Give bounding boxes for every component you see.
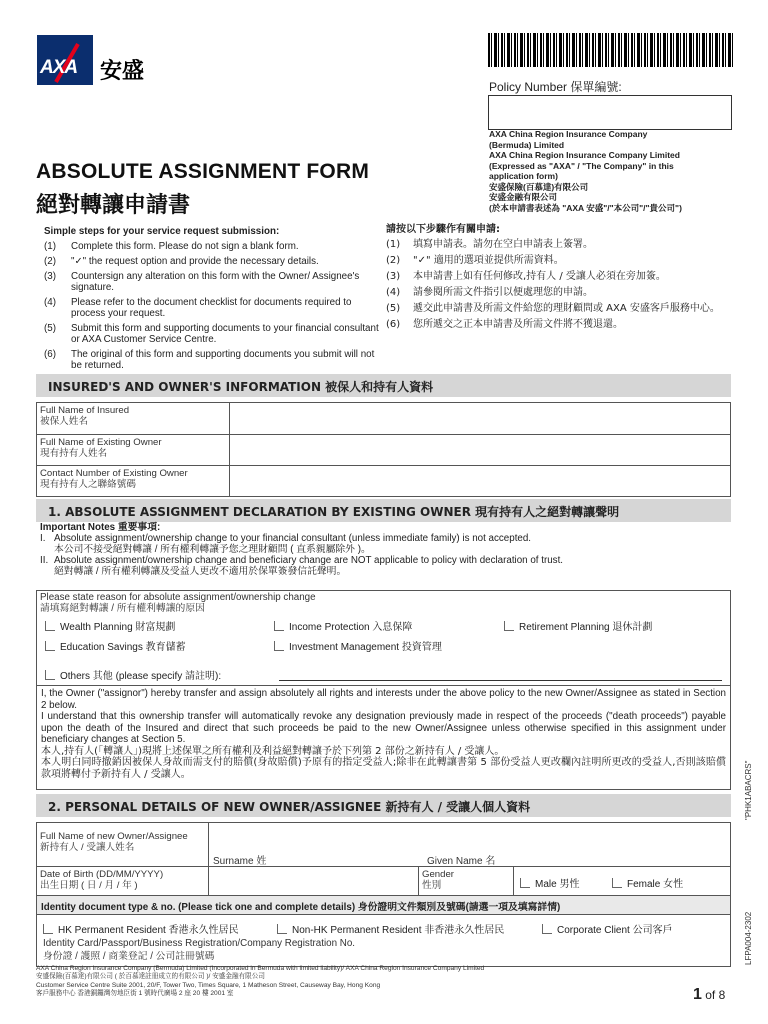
- table-row: [37, 434, 730, 465]
- steps-en: [44, 226, 379, 375]
- checkbox-icon: [274, 641, 284, 651]
- option-label: HK Permanent Resident 香港永久性居民: [58, 925, 239, 936]
- non-hk-permanent-resident-checkbox[interactable]: [277, 921, 504, 936]
- checkbox-icon: [43, 924, 53, 934]
- label-zh: 性別: [422, 880, 442, 891]
- step-number: (3): [44, 271, 56, 282]
- hk-permanent-resident-checkbox[interactable]: [43, 921, 239, 936]
- step-number: (1): [386, 239, 401, 250]
- form-version-code: LFPA004-2302: [744, 911, 753, 965]
- step-number: (4): [386, 287, 401, 298]
- step-number: (5): [44, 323, 56, 334]
- step-text: "✓" the request option and provide the necessary details.: [71, 256, 319, 267]
- step-text: 本申請書上如有任何修改,持有人 / 受讓人必須在旁加簽。: [413, 271, 666, 282]
- footer-line: AXA China Region Insurance Company (Bermuda) Limited (Incorporated in Bermuda with limited liability)/ AXA China Region Insurance Company Limited: [36, 965, 485, 972]
- barcode-icon: [488, 33, 734, 67]
- gender-options: [514, 867, 730, 895]
- policy-number-field[interactable]: [488, 95, 732, 130]
- step-number: (6): [386, 319, 401, 330]
- declaration-en-1: I, the Owner ("assignor") hereby transfer and assign absolutely all rights and interests under the above policy to the new Owner/Assignee as stated in Section 2 below.: [41, 688, 726, 711]
- note-text-en: Absolute assignment/ownership change and beneficiary change are NOT applicable to policy with declaration of trust.: [54, 555, 564, 566]
- label-zh: 被保人姓名: [40, 416, 88, 427]
- reason-header-zh: 請填寫絕對轉讓 / 所有權利轉讓的原因: [40, 603, 205, 614]
- section-2-header: 2. PERSONAL DETAILS OF NEW OWNER/ASSIGNEE 新持有人 / 受讓人個人資料: [36, 794, 731, 817]
- step-item: [44, 241, 379, 252]
- existing-owner-name-field[interactable]: [230, 435, 730, 465]
- step-text: 遞交此申請書及所需文件給您的理財顧問或 AXA 安盛客戶服務中心。: [413, 303, 720, 314]
- step-item: [44, 323, 379, 345]
- note-text-zh: 絕對轉讓 / 所有權利轉讓及受益人更改不適用於保單簽發信託聲明。: [54, 566, 347, 577]
- option-label: Wealth Planning 財富規劃: [60, 622, 176, 633]
- axa-logo: [37, 35, 93, 85]
- step-item: [44, 256, 379, 267]
- label-zh: 新持有人 / 受讓人姓名: [40, 842, 135, 853]
- company-line: application form): [489, 171, 558, 181]
- step-item: [44, 297, 379, 319]
- option-label: Female 女性: [627, 879, 684, 890]
- id-header-row: Identity document type & no. (Please tick one and complete details) 身份證明文件類別及號碼(請選一項及填寫詳情): [37, 895, 730, 914]
- label-en: Full Name of Existing Owner: [40, 437, 162, 448]
- step-text: Countersign any alteration on this form with the Owner/ Assignee's signature.: [71, 271, 360, 293]
- step-number: (2): [44, 256, 56, 267]
- declaration-zh-2: 本人明白同時撤銷因被保人身故而需支付的賠償(身故賠償)予原有的指定受益人;除非在此轉讓書第 5 部份受益人更改欄內註明所更改的受益人,否則該賠償款項將轉付予新持有人 / 受讓人。: [41, 757, 726, 780]
- checkbox-icon: [612, 878, 622, 888]
- step-text: The original of this form and supporting documents you submit will not be returned.: [71, 349, 375, 371]
- policy-number-label: Policy Number 保單編號:: [489, 80, 622, 94]
- declaration-zh-1: 本人,持有人(「轉讓人」)現將上述保單之所有權利及利益絕對轉讓予於下列第 2 部份之新持有人 / 受讓人。: [41, 745, 505, 757]
- reason-header: [37, 591, 730, 615]
- steps-zh: [386, 224, 732, 335]
- label-en: Gender: [422, 869, 454, 880]
- option-label: Income Protection 入息保障: [289, 622, 413, 633]
- option-label: Non-HK Permanent Resident 非香港永久性居民: [292, 925, 505, 936]
- wealth-planning-checkbox[interactable]: [45, 621, 175, 633]
- step-number: (4): [44, 297, 56, 308]
- logo-text: AXA: [40, 57, 78, 78]
- checkbox-icon: [274, 621, 284, 631]
- step-text: Please refer to the document checklist for documents required to process your request.: [71, 297, 352, 319]
- surname-label: Surname 姓: [213, 856, 267, 867]
- checkbox-icon: [504, 621, 514, 631]
- brand-name-zh: 安盛: [100, 59, 145, 84]
- table-row: [37, 823, 730, 866]
- company-line: AXA China Region Insurance Company Limited: [489, 150, 680, 160]
- others-specify-field[interactable]: [279, 680, 722, 681]
- step-number: (3): [386, 271, 401, 282]
- field-label: [37, 466, 230, 496]
- field-label: [37, 435, 230, 465]
- field-label: [37, 823, 209, 866]
- step-item: [386, 255, 732, 266]
- steps-zh-header: 請按以下步驟作有關申請:: [386, 224, 500, 235]
- company-line: 安盛保險(百慕達)有限公司: [489, 181, 589, 192]
- section-1-header: 1. ABSOLUTE ASSIGNMENT DECLARATION BY EXISTING OWNER 現有持有人之絕對轉讓聲明: [36, 499, 731, 522]
- declaration-text: [36, 686, 731, 790]
- note-number: II.: [40, 555, 49, 566]
- checkbox-icon: [542, 924, 552, 934]
- step-item: [386, 287, 732, 298]
- label-en: Full Name of new Owner/Assignee: [40, 831, 188, 842]
- step-number: (6): [44, 349, 56, 360]
- company-line: (Bermuda) Limited: [489, 139, 565, 150]
- declaration-en-2: I understand that this ownership transfer will automatically revoke any designation previously made in respect of the proceeds ("death proceeds") payable upon the death of the Insured and direct that such proceeds be paid to the new Owner/Assignee unless otherwise specified in this assignment under beneficiary changes at Section 5.: [41, 711, 726, 745]
- page-current: 1: [693, 986, 702, 1003]
- note-number: I.: [40, 533, 46, 544]
- step-number: (2): [386, 255, 401, 266]
- field-label: [37, 403, 230, 434]
- reason-header-en: Please state reason for absolute assignment/ownership change: [40, 592, 316, 603]
- existing-owner-contact-field[interactable]: [230, 466, 730, 496]
- label-zh: 出生日期 ( 日 / 月 / 年 ): [40, 880, 138, 891]
- step-number: (1): [44, 241, 56, 252]
- form-title-zh: 絕對轉讓申請書: [36, 193, 191, 218]
- new-owner-table: [36, 822, 731, 967]
- step-item: [386, 303, 732, 314]
- option-label: Education Savings 教育儲蓄: [60, 642, 186, 653]
- checkbox-icon: [45, 670, 55, 680]
- corporate-client-checkbox[interactable]: [542, 921, 673, 936]
- note-indent: [40, 566, 54, 577]
- option-label: Corporate Client 公司客戶: [557, 925, 673, 936]
- checkbox-icon: [520, 878, 530, 888]
- given-name-label: Given Name 名: [427, 856, 496, 867]
- note-text-en: Absolute assignment/ownership change to your financial consultant (unless immediate family) is not accepted.: [54, 533, 532, 544]
- label-zh: 現有持有人姓名: [40, 448, 108, 459]
- option-label: Retirement Planning 退休計劃: [519, 622, 653, 633]
- step-number: (5): [386, 303, 401, 314]
- option-label: Investment Management 投資管理: [289, 642, 442, 653]
- note-item-zh: [40, 544, 730, 555]
- step-text: 您所遞交之正本申請書及所需文件將不獲退還。: [413, 319, 623, 330]
- important-notes: [40, 522, 730, 577]
- education-savings-checkbox[interactable]: [45, 641, 186, 653]
- table-row: [37, 866, 730, 895]
- note-text-zh: 本公司不接受絕對轉讓 / 所有權利轉讓予您之理財顧問 ( 直系親屬除外 )。: [54, 544, 371, 555]
- step-item: [386, 271, 732, 282]
- retirement-planning-checkbox[interactable]: [504, 621, 652, 633]
- label-en: Contact Number of Existing Owner: [40, 468, 188, 479]
- id-details-row: [37, 914, 730, 966]
- male-checkbox[interactable]: [520, 875, 579, 890]
- company-line: (於本申請書表述為 "AXA 安盛"/"本公司"/"貴公司"): [489, 202, 682, 213]
- step-text: Submit this form and supporting documents to your financial consultant or AXA Customer Service Centre.: [71, 323, 379, 345]
- company-line: 安盛金融有限公司: [489, 192, 558, 202]
- new-owner-name-field[interactable]: [209, 823, 730, 866]
- checkbox-icon: [45, 621, 55, 631]
- company-line: AXA China Region Insurance Company: [489, 129, 648, 139]
- others-checkbox[interactable]: [45, 670, 221, 682]
- investment-management-checkbox[interactable]: [274, 641, 442, 653]
- form-code: "PHK1ABACRS": [744, 760, 753, 820]
- footer-line: 客戶服務中心 香港銅鑼灣勿地臣街 1 號時代廣場 2 座 20 樓 2001 室: [36, 990, 234, 998]
- insured-owner-table: [36, 402, 731, 497]
- table-row: [37, 403, 730, 434]
- page-total: of 8: [705, 988, 726, 1002]
- step-item: [386, 319, 732, 330]
- step-text: 填寫申請表。請勿在空白申請表上簽署。: [413, 239, 593, 250]
- id-number-field[interactable]: [43, 937, 355, 963]
- label-zh: 現有持有人之聯絡號碼: [40, 479, 136, 490]
- field-label: [37, 867, 209, 895]
- note-item: [40, 533, 730, 544]
- footer: [36, 965, 596, 999]
- step-text: "✓" 適用的選項並提供所需資料。: [413, 255, 564, 266]
- step-item: [44, 349, 379, 371]
- label-en: Full Name of Insured: [40, 405, 130, 416]
- steps-en-header: Simple steps for your service request submission:: [44, 226, 280, 237]
- option-label: Male 男性: [535, 879, 580, 890]
- income-protection-checkbox[interactable]: [274, 621, 412, 633]
- insured-name-field[interactable]: [230, 403, 730, 434]
- page-number: [693, 986, 725, 1004]
- step-text: Complete this form. Please do not sign a blank form.: [71, 241, 299, 252]
- footer-line: 安盛保險(百慕達)有限公司 ( 於百慕達註冊成立的有限公司 )/ 安盛金融有限公司: [36, 973, 265, 981]
- reason-box: [36, 590, 731, 686]
- table-row: [37, 465, 730, 496]
- checkbox-icon: [277, 924, 287, 934]
- note-item-zh: [40, 566, 730, 577]
- step-item: [386, 239, 732, 250]
- company-line: (Expressed as "AXA" / "The Company" in this: [489, 160, 674, 171]
- gender-label: [419, 867, 514, 895]
- step-text: 請參閱所需文件指引以便處理您的申請。: [413, 287, 593, 298]
- label-en: Date of Birth (DD/MM/YYYY): [40, 869, 164, 880]
- date-of-birth-field[interactable]: [209, 867, 419, 895]
- note-indent: [40, 544, 54, 555]
- checkbox-icon: [45, 641, 55, 651]
- footer-line: Customer Service Centre Suite 2001, 20/F, Tower Two, Times Square, 1 Matheson Street, Causeway Bay, Hong Kong: [36, 981, 381, 989]
- label-en: Identity Card/Passport/Business Registration/Company Registration No.: [43, 938, 356, 949]
- step-item: [44, 271, 379, 293]
- label-zh: 身份證 / 護照 / 商業登記 / 公司註冊號碼: [43, 951, 215, 962]
- notes-header: Important Notes 重要事項:: [40, 522, 161, 533]
- note-item: [40, 555, 730, 566]
- section-insured-header: INSURED'S AND OWNER'S INFORMATION 被保人和持有人資料: [36, 374, 731, 397]
- company-names: [489, 129, 729, 213]
- option-label: Others 其他 (please specify 請註明):: [60, 671, 222, 682]
- form-title-en: ABSOLUTE ASSIGNMENT FORM: [36, 160, 370, 183]
- female-checkbox[interactable]: [612, 875, 683, 890]
